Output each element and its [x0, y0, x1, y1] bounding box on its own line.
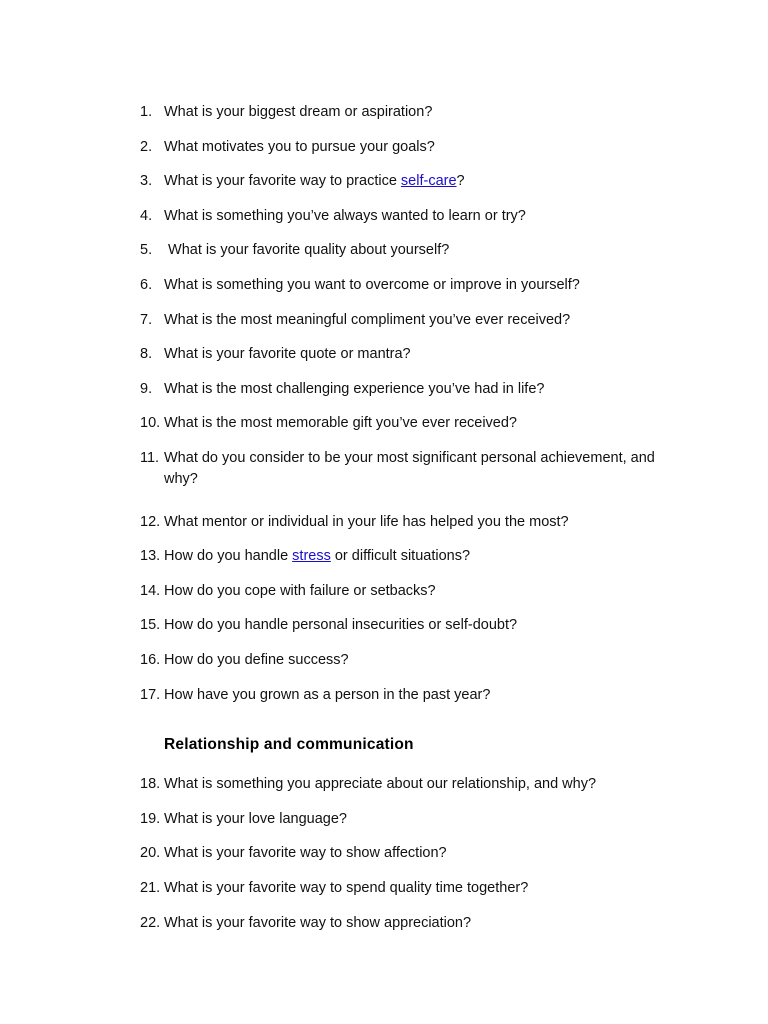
item-number: 21. [140, 880, 161, 897]
list-item [140, 650, 740, 685]
item-text: What is your favorite way to show affection? [164, 845, 447, 862]
stress-link[interactable]: stress [292, 548, 331, 565]
list-item [140, 581, 740, 616]
item-number: 10. [140, 415, 161, 432]
list-item [140, 137, 740, 172]
item-number: 14. [140, 582, 161, 599]
item-number: 2. [140, 138, 153, 155]
list-item [140, 809, 740, 844]
list-item [140, 512, 740, 547]
item-text: How do you handle personal insecurities or self-doubt? [164, 617, 518, 634]
item-number: 9. [140, 380, 153, 397]
list-item [140, 310, 740, 345]
item-text: What is something you want to overcome or improve in yourself? [164, 276, 580, 293]
item-number: 4. [140, 207, 153, 224]
item-text: What is the most meaningful compliment you’ve ever received? [164, 311, 571, 328]
list-item [140, 206, 740, 241]
item-text [164, 546, 664, 581]
item-number: 16. [140, 651, 161, 668]
list-item [140, 774, 740, 809]
item-text: What is your biggest dream or aspiration? [164, 104, 433, 120]
item-number: 15. [140, 617, 161, 634]
item-text: How do you define success? [164, 651, 349, 668]
item-number: 7. [140, 311, 153, 328]
item-text: What do you consider to be your most significant personal achievement, and why? [164, 449, 655, 487]
question-list [140, 774, 740, 947]
item-text-post: or difficult situations? [330, 548, 471, 565]
item-text: What is something you appreciate about our relationship, and why? [164, 776, 597, 792]
item-number: 22. [140, 914, 161, 931]
item-text [164, 171, 664, 206]
list-item [140, 379, 740, 414]
list-item [140, 171, 740, 206]
item-text-post: ? [456, 173, 465, 190]
item-number: 19. [140, 810, 161, 827]
list-item [140, 413, 740, 448]
item-number: 8. [140, 346, 153, 363]
list-item [140, 344, 740, 379]
item-text: What is your favorite way to show appreciation? [164, 914, 472, 931]
item-number: 5. [140, 242, 153, 259]
item-text: What motivates you to pursue your goals? [164, 138, 435, 155]
question-list [140, 102, 740, 719]
item-number: 1. [140, 104, 153, 120]
item-text: What is something you’ve always wanted to learn or try? [164, 207, 526, 224]
item-number: 3. [140, 173, 153, 190]
item-number: 11. [140, 449, 160, 466]
list-item [140, 102, 740, 137]
list-item [140, 240, 740, 275]
list-item [140, 275, 740, 310]
list-item [140, 615, 740, 650]
list-item [140, 448, 740, 512]
item-text: What is your favorite quality about yourself? [164, 242, 450, 259]
section-heading: Relationship and communication [164, 736, 414, 753]
item-number: 13. [140, 548, 161, 565]
item-text: How have you grown as a person in the past year? [164, 686, 491, 703]
list-item [140, 843, 740, 878]
item-text-pre: What is your favorite way to practice [164, 173, 401, 190]
item-text: How do you cope with failure or setbacks? [164, 582, 436, 599]
item-number: 18. [140, 776, 161, 792]
self-care-link[interactable]: self-care [400, 173, 457, 190]
item-number: 12. [140, 513, 161, 530]
list-item [140, 546, 740, 581]
item-text: What is your favorite quote or mantra? [164, 346, 411, 363]
item-number: 6. [140, 276, 153, 293]
item-text: What is the most memorable gift you’ve ever received? [164, 415, 517, 432]
item-text: What is the most challenging experience you’ve had in life? [164, 380, 545, 397]
item-number: 17. [140, 686, 161, 703]
item-text: What is your love language? [164, 810, 347, 827]
item-text: What mentor or individual in your life has helped you the most? [164, 513, 569, 530]
item-text-pre: How do you handle [164, 548, 293, 565]
item-text: What is your favorite way to spend quality time together? [164, 880, 529, 897]
list-item [140, 878, 740, 913]
list-item [140, 685, 740, 720]
list-item [140, 913, 740, 948]
item-number: 20. [140, 845, 161, 862]
